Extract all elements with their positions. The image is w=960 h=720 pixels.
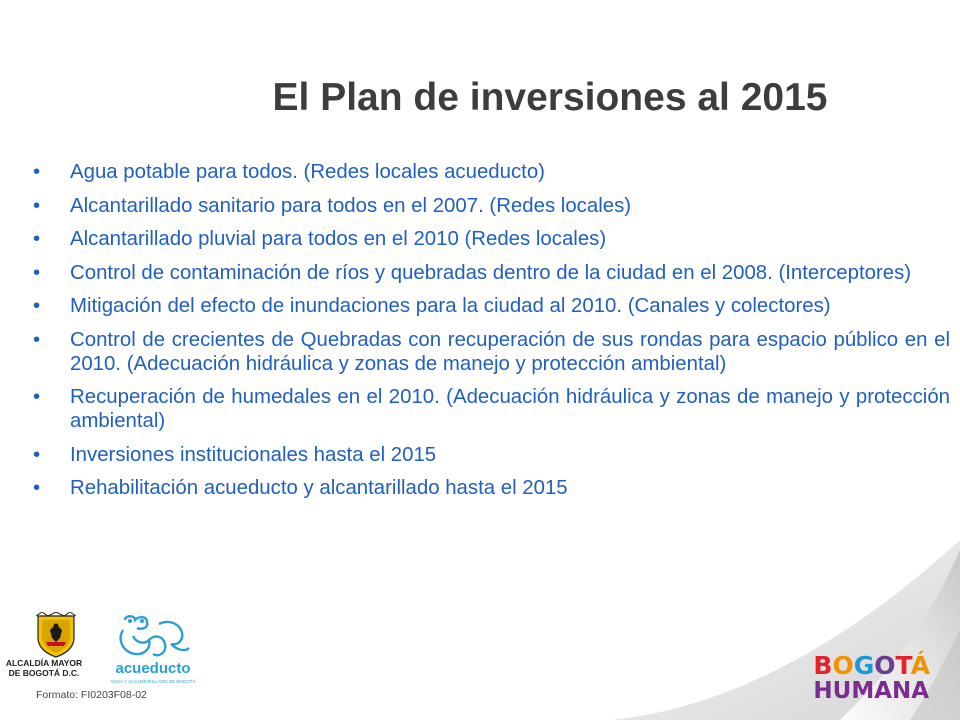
bullet-list xyxy=(30,160,950,510)
bullet-text: Rehabilitación acueducto y alcantarillado hasta el 2015 xyxy=(70,477,568,499)
bullet-text: Control de crecientes de Quebradas con recuperación de sus rondas para espacio público en el 2010. (Adecuación hidráulica y zonas de manejo y protección ambiental) xyxy=(70,328,950,375)
alcaldia-label xyxy=(0,658,88,678)
acueducto-frog-icon xyxy=(115,614,191,660)
humana-wordmark: HUMANA xyxy=(813,678,930,704)
bullet-text: Agua potable para todos. (Redes locales acueducto) xyxy=(70,161,545,183)
bullet-item xyxy=(30,443,950,467)
bullet-item xyxy=(30,227,950,251)
slide-title: El Plan de inversiones al 2015 xyxy=(272,76,828,119)
bullet-item xyxy=(30,160,950,184)
bullet-item xyxy=(30,328,950,376)
bullet-dot: • xyxy=(33,443,41,466)
bullet-text: Mitigación del efecto de inundaciones para la ciudad al 2010. (Canales y colectores) xyxy=(70,295,831,317)
bullet-dot: • xyxy=(33,328,41,351)
bogota-letter: O xyxy=(832,651,854,680)
bullet-dot: • xyxy=(33,386,41,408)
acueducto-name: acueducto xyxy=(115,660,191,677)
bogota-letter: T xyxy=(895,651,911,680)
bullet-text: Alcantarillado sanitario para todos en el 2007. (Redes locales) xyxy=(70,194,632,217)
bullet-text: Control de contaminación de ríos y quebradas dentro de la ciudad en el 2008. (Interceptores) xyxy=(70,261,912,284)
bullet-text: Inversiones institucionales hasta el 2015 xyxy=(70,443,437,466)
bullet-dot: • xyxy=(33,295,41,317)
bullet-item xyxy=(30,294,950,318)
alcaldia-line1: ALCALDÍA MAYOR xyxy=(5,658,83,668)
bullet-text: Alcantarillado pluvial para todos en el 2010 (Redes locales) xyxy=(70,228,607,250)
bogota-letter: G xyxy=(853,651,875,680)
bullet-dot: • xyxy=(33,228,41,250)
bogota-letter: B xyxy=(813,651,833,680)
bogota-wordmark xyxy=(813,653,930,679)
bullet-text: Recuperación de humedales en el 2010. (Adecuación hidráulica y zonas de manejo y protección ambiental) xyxy=(70,386,950,432)
bullet-dot: • xyxy=(33,261,41,284)
bullet-item xyxy=(30,385,950,433)
bogota-letter: Á xyxy=(910,651,930,680)
formato-code: Formato: FI0203F08-02 xyxy=(36,689,147,701)
bullet-item xyxy=(30,261,950,285)
bogota-humana-logo xyxy=(813,653,930,703)
bullet-item xyxy=(30,476,950,500)
bogota-crest-icon xyxy=(34,612,78,658)
bogota-letter: O xyxy=(874,651,896,680)
alcaldia-line2: DE BOGOTÁ D.C. xyxy=(8,668,80,678)
bullet-dot: • xyxy=(33,194,41,217)
acueducto-subtitle: AGUA Y ALCANTARILLADO DE BOGOTÁ xyxy=(110,679,196,684)
bullet-item xyxy=(30,194,950,218)
bullet-dot: • xyxy=(33,477,41,499)
bullet-dot: • xyxy=(33,161,41,183)
